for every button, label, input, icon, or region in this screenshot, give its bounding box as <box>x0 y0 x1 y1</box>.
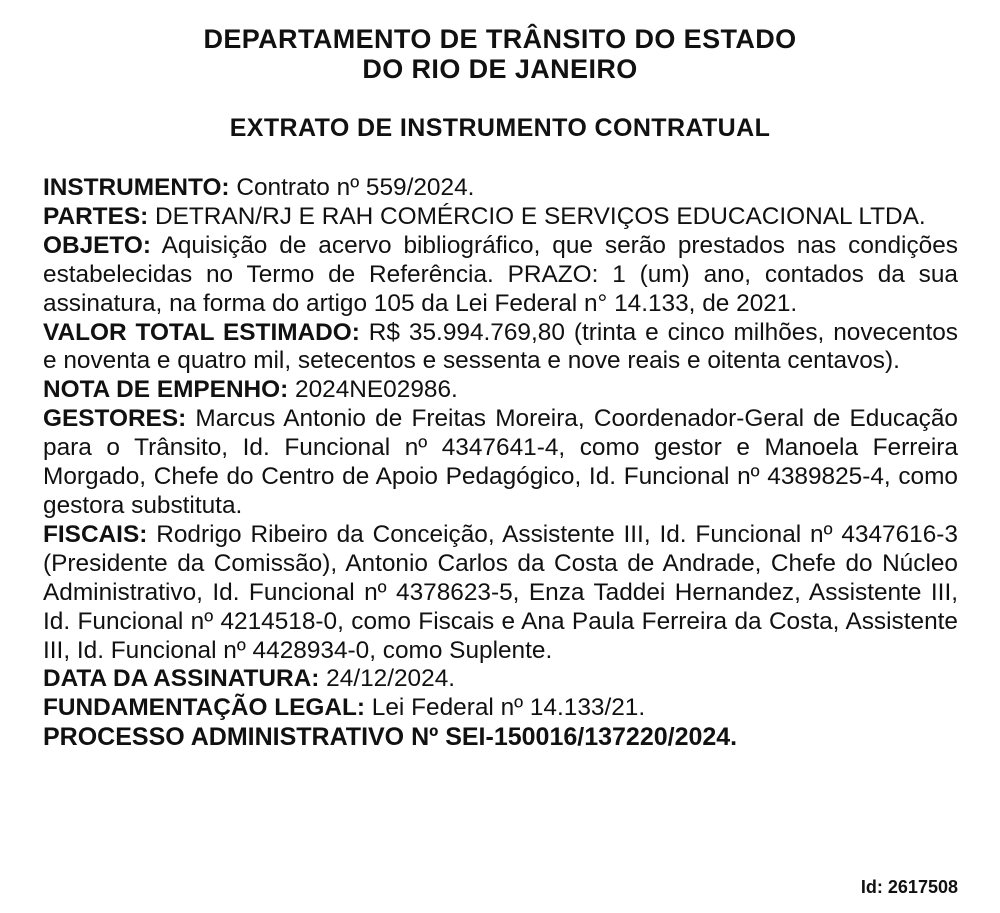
partes-text: DETRAN/RJ E RAH COMÉRCIO E SERVIÇOS EDUCACIONAL LTDA. <box>148 202 926 230</box>
fiscais-label: FISCAIS: <box>43 520 148 548</box>
nota-label: NOTA DE EMPENHO: <box>43 376 289 404</box>
gestores-item <box>43 405 958 521</box>
partes-item <box>43 203 958 232</box>
fiscais-text: Rodrigo Ribeiro da Conceição, Assistente III, Id. Funcional nº 4347616-3 (Presidente da Comissão), Antonio Carlos da Costa de Andrade, Chefe do Núcleo Administrativo, Id. Funcional nº 4378623-5, Enza Taddei Hernandez, Assistente III, Id. Funcional nº 4214518-0, como Fiscais e Ana Paula Ferreira da Costa, Assistente III, Id. Funcional nº 4428934-0, como Suplente. <box>43 520 958 664</box>
fundamentacao-label: FUNDAMENTAÇÃO LEGAL: <box>43 694 366 722</box>
instrumento-text: Contrato nº 559/2024. <box>229 174 475 201</box>
partes-label: PARTES: <box>43 202 149 230</box>
valor-label: VALOR TOTAL ESTIMADO: <box>43 318 360 346</box>
document-body <box>43 174 958 752</box>
data-assinatura-item <box>43 665 958 694</box>
valor-item <box>43 319 958 377</box>
department-line-1: DEPARTAMENTO DE TRÂNSITO DO ESTADO <box>203 24 797 54</box>
gestores-label: GESTORES: <box>43 405 187 433</box>
objeto-text: Aquisição de acervo bibliográfico, que serão prestados nas condições estabelecidas no Termo de Referência. PRAZO: 1 (um) ano, contados da sua assinatura, na forma do artigo 105 da Lei Federal n° 14.133, de 2021. <box>43 231 958 317</box>
nota-text: 2024NE02986. <box>288 376 458 404</box>
data-assinatura-text: 24/12/2024. <box>319 665 456 693</box>
document-title: EXTRATO DE INSTRUMENTO CONTRATUAL <box>229 114 771 142</box>
nota-item <box>43 376 958 405</box>
gestores-text: Marcus Antonio de Freitas Moreira, Coordenador-Geral de Educação para o Trânsito, Id. Funcional nº 4347641-4, como gestor e Manoela Ferreira Morgado, Chefe do Centro de Apoio Pedagógico, Id. Funcional nº 4389825-4, como gestora substituta. <box>43 405 958 519</box>
data-assinatura-label: DATA DA ASSINATURA: <box>43 665 320 693</box>
processo-line: PROCESSO ADMINISTRATIVO Nº SEI-150016/137220/2024. <box>43 723 738 752</box>
department-heading <box>0 24 1000 84</box>
instrumento-item <box>43 174 958 203</box>
instrumento-label: INSTRUMENTO: <box>43 174 230 201</box>
objeto-label: OBJETO: <box>43 231 151 259</box>
publication-id: Id: 2617508 <box>860 877 958 897</box>
fundamentacao-item <box>43 694 958 723</box>
fundamentacao-text: Lei Federal nº 14.133/21. <box>365 694 646 722</box>
department-line-2: DO RIO DE JANEIRO <box>362 54 638 84</box>
objeto-item <box>43 232 958 319</box>
fiscais-item <box>43 521 958 666</box>
valor-text: R$ 35.994.769,80 (trinta e cinco milhões, novecentos e noventa e quatro mil, setecentos e sessenta e nove reais e oitenta centavos). <box>43 318 958 375</box>
